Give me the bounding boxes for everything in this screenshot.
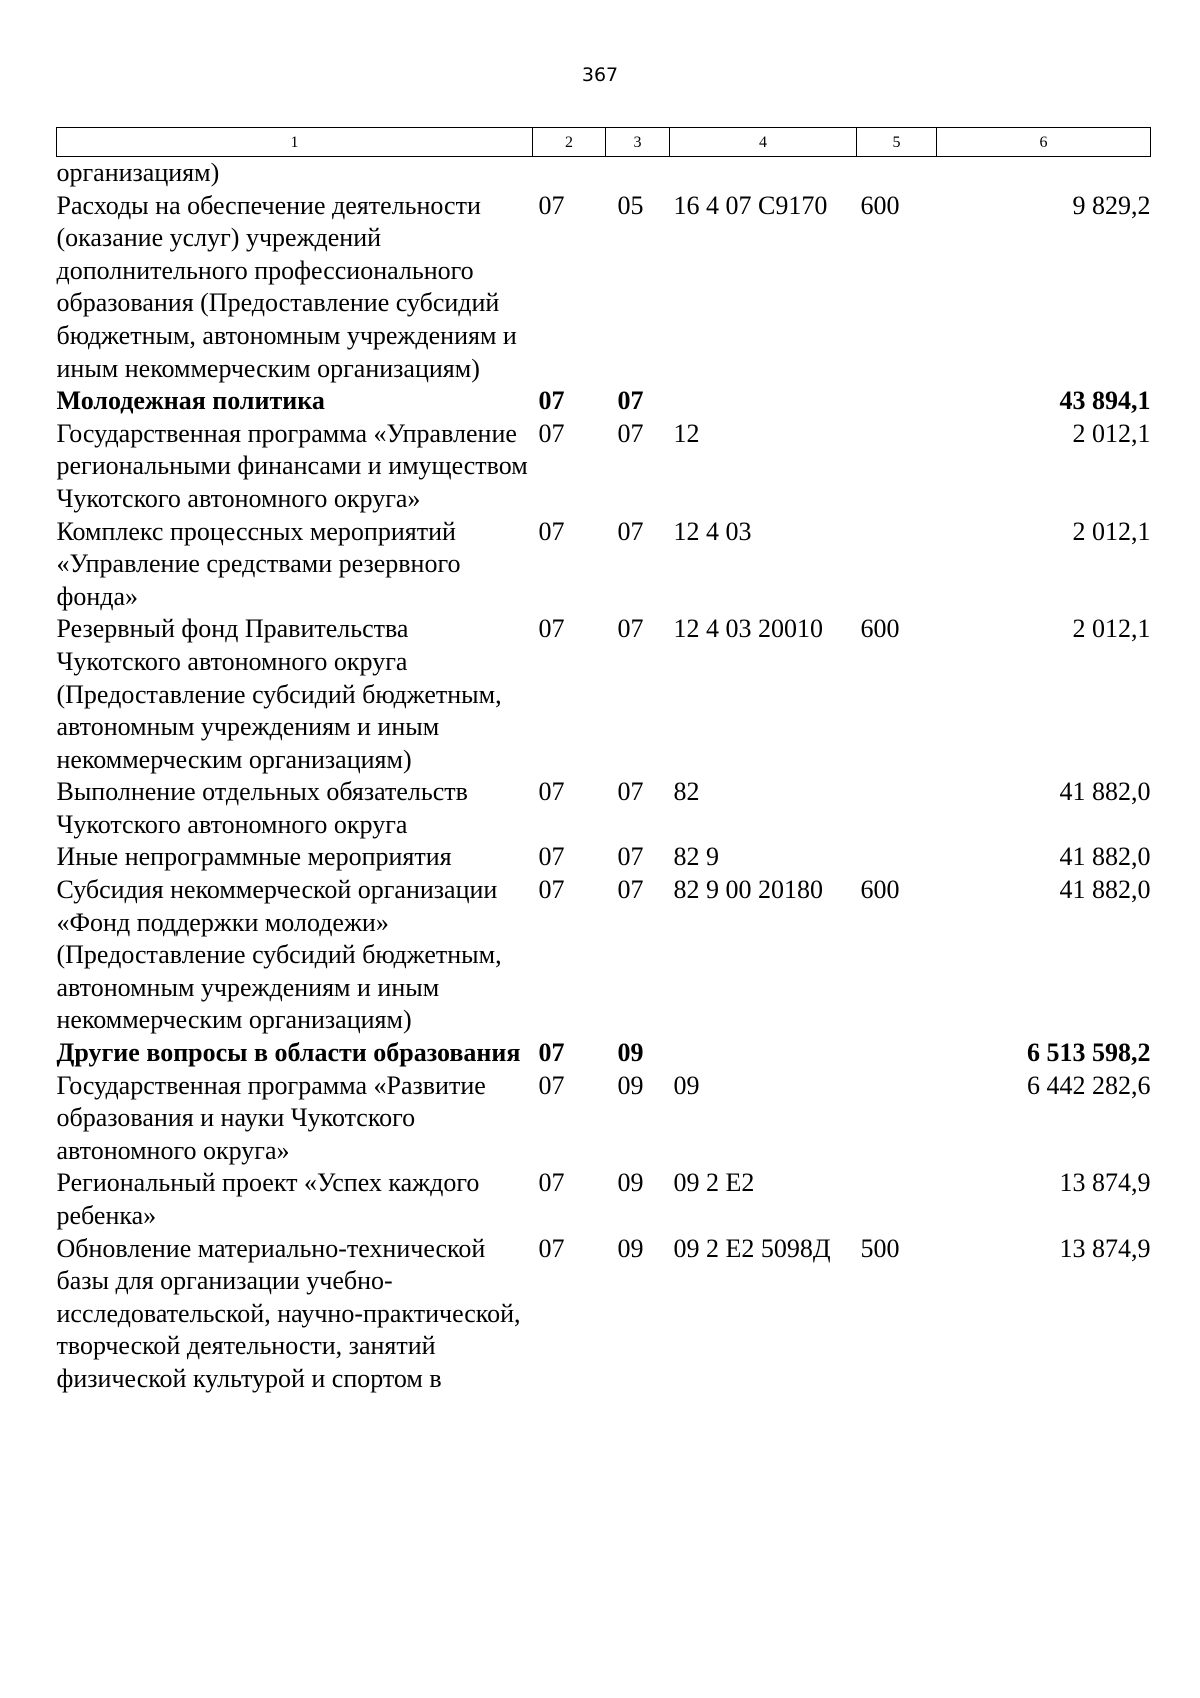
target-article-code-cell: [670, 157, 857, 190]
amount-cell: 43 894,1: [1059, 386, 1151, 416]
expense-type-code-cell: [857, 776, 937, 841]
header-row: [57, 128, 1151, 157]
section-code-cell: 07: [538, 1070, 565, 1100]
expense-type-code-cell: [857, 1167, 937, 1232]
expense-type-code-cell: 500: [860, 1233, 900, 1263]
expense-type-code-cell: [857, 418, 937, 516]
table-row: [57, 1070, 1151, 1168]
table-row: [57, 776, 1151, 841]
item-name-cell: Комплекс процессных мероприятий «Управление средствами резервного фонда»: [56, 516, 461, 611]
amount-cell: 6 442 282,6: [1027, 1070, 1151, 1100]
expense-type-code-cell: [857, 385, 937, 418]
target-article-code-cell: 09 2 Е2: [673, 1168, 755, 1198]
table-row: [57, 516, 1151, 614]
item-name-cell: Субсидия некоммерческой организации «Фонд поддержки молодежи» (Предоставление субсидий бюджетным, автономным учреждениям и иным некоммерческим организациям): [56, 875, 502, 1035]
table-row: [57, 418, 1151, 516]
subsection-code-cell: 07: [617, 614, 644, 644]
amount-cell: [937, 157, 1151, 190]
budget-table: [56, 127, 1151, 1396]
expense-type-code-cell: 600: [860, 614, 900, 644]
item-name-cell: Молодежная политика: [56, 386, 325, 416]
amount-cell: 41 882,0: [1059, 777, 1151, 807]
target-article-code-cell: 16 4 07 С9170: [673, 190, 828, 220]
amount-cell: 9 829,2: [1072, 190, 1151, 220]
item-name-cell: Другие вопросы в области образования: [56, 1038, 521, 1068]
section-code-cell: 07: [538, 386, 565, 416]
amount-cell: 41 882,0: [1059, 842, 1151, 872]
subsection-code-cell: 07: [617, 516, 644, 546]
table-row: [57, 1037, 1151, 1070]
table-row: [57, 1167, 1151, 1232]
item-name-cell: Иные непрограммные мероприятия: [56, 842, 452, 872]
subsection-code-cell: 07: [617, 386, 644, 416]
section-code-cell: 07: [538, 516, 565, 546]
section-code-cell: 07: [538, 842, 565, 872]
subsection-code-cell: 07: [617, 418, 644, 448]
subsection-code-cell: 07: [617, 875, 644, 905]
amount-cell: 2 012,1: [1072, 614, 1151, 644]
target-article-code-cell: 82 9: [673, 842, 719, 872]
expense-type-code-cell: [857, 1070, 937, 1168]
amount-cell: 6 513 598,2: [1027, 1038, 1151, 1068]
table-row: [57, 190, 1151, 386]
target-article-code-cell: 12: [673, 418, 700, 448]
table-body: [57, 157, 1151, 1396]
amount-cell: 41 882,0: [1059, 875, 1151, 905]
subsection-code-cell: 05: [617, 190, 644, 220]
column-header-6: 6: [937, 128, 1151, 157]
subsection-code-cell: 09: [617, 1233, 644, 1263]
item-name-cell: Обновление материально-технической базы для организации учебно-исследовательской, научно-практической, творческой деятельности, занятий физической культурой и спортом в: [56, 1233, 521, 1393]
table-row: [57, 157, 1151, 190]
column-header-3: 3: [606, 128, 670, 157]
expense-type-code-cell: [857, 157, 937, 190]
section-code-cell: 07: [538, 190, 565, 220]
subsection-code-cell: 07: [617, 842, 644, 872]
section-code-cell: 07: [538, 777, 565, 807]
table-row: [57, 385, 1151, 418]
target-article-code-cell: [670, 385, 857, 418]
target-article-code-cell: 12 4 03 20010: [673, 614, 823, 644]
amount-cell: 13 874,9: [1059, 1168, 1151, 1198]
item-name-cell: Государственная программа «Управление региональными финансами и имуществом Чукотского автономного округа»: [56, 418, 528, 513]
column-header-5: 5: [857, 128, 937, 157]
amount-cell: 2 012,1: [1072, 418, 1151, 448]
column-header-4: 4: [670, 128, 857, 157]
target-article-code-cell: 12 4 03: [673, 516, 752, 546]
subsection-code-cell: 09: [617, 1168, 644, 1198]
item-name-cell: Региональный проект «Успех каждого ребенка»: [56, 1168, 480, 1230]
target-article-code-cell: 09 2 Е2 5098Д: [673, 1233, 831, 1263]
column-header-1: 1: [57, 128, 533, 157]
target-article-code-cell: 09: [673, 1070, 700, 1100]
subsection-code-cell: 09: [617, 1038, 644, 1068]
target-article-code-cell: 82 9 00 20180: [673, 875, 823, 905]
target-article-code-cell: 82: [673, 777, 700, 807]
item-name-cell: организациям): [56, 158, 220, 187]
section-code-cell: 07: [538, 1038, 565, 1068]
table-row: [57, 841, 1151, 874]
section-code-cell: [533, 157, 606, 190]
expense-type-code-cell: [857, 1037, 937, 1070]
section-code-cell: 07: [538, 875, 565, 905]
expense-type-code-cell: [857, 516, 937, 614]
page-number: 367: [581, 64, 619, 86]
item-name-cell: Резервный фонд Правительства Чукотского автономного округа (Предоставление субсидий бюджетным, автономным учреждениям и иным некоммерческим организациям): [56, 614, 502, 774]
table-row: [57, 613, 1151, 776]
item-name-cell: Государственная программа «Развитие образования и науки Чукотского автономного округа»: [56, 1070, 486, 1165]
table-row: [57, 874, 1151, 1037]
item-name-cell: Расходы на обеспечение деятельности (оказание услуг) учреждений дополнительного профессионального образования (Предоставление субсидий бюджетным, автономным учреждениям и иным некоммерческим организациям): [56, 190, 517, 383]
section-code-cell: 07: [538, 418, 565, 448]
section-code-cell: 07: [538, 614, 565, 644]
subsection-code-cell: [606, 157, 670, 190]
table-row: [57, 1233, 1151, 1396]
column-header-2: 2: [533, 128, 606, 157]
section-code-cell: 07: [538, 1168, 565, 1198]
expense-type-code-cell: 600: [860, 190, 900, 220]
target-article-code-cell: [670, 1037, 857, 1070]
expense-type-code-cell: 600: [860, 875, 900, 905]
subsection-code-cell: 07: [617, 777, 644, 807]
table-header: [57, 128, 1151, 157]
amount-cell: 2 012,1: [1072, 516, 1151, 546]
item-name-cell: Выполнение отдельных обязательств Чукотского автономного округа: [56, 777, 468, 839]
subsection-code-cell: 09: [617, 1070, 644, 1100]
expense-type-code-cell: [857, 841, 937, 874]
amount-cell: 13 874,9: [1059, 1233, 1151, 1263]
section-code-cell: 07: [538, 1233, 565, 1263]
